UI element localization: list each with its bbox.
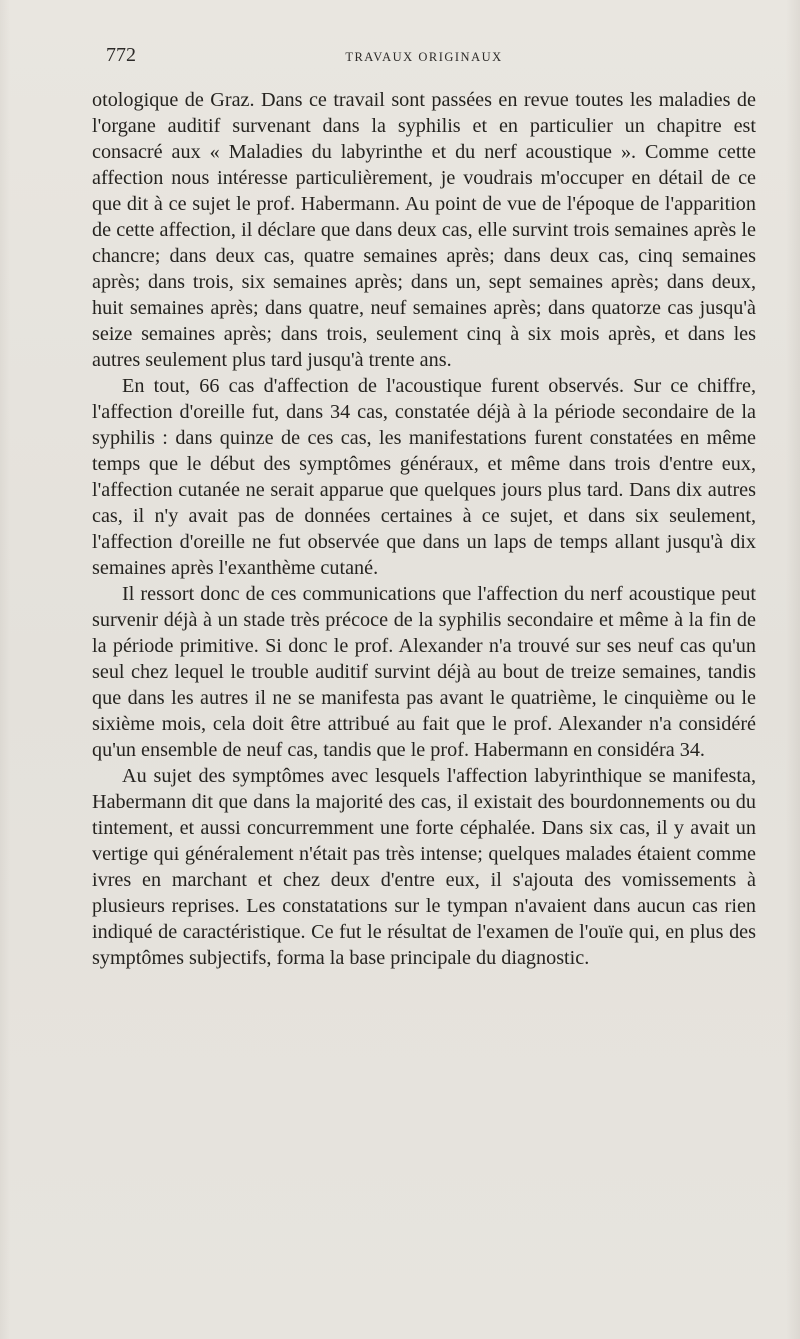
page-shadow-right [786, 0, 800, 1339]
paragraph: En tout, 66 cas d'affection de l'acoustique furent observés. Sur ce chiffre, l'affection d'oreille fut, dans 34 cas, constatée déjà à la période secondaire de la syphilis : dans quinze de ces cas, les manifestations furent constatées en même temps que le début des symptômes généraux, et même dans trois d'entre eux, l'affection cutanée ne serait apparue que quelques jours plus tard. Dans dix autres cas, il n'y avait pas de données certaines à ce sujet, et dans six seulement, l'affection d'oreille ne fut observée que dans un laps de temps allant jusqu'à dix semaines après l'exanthème cutané. [92, 375, 756, 579]
page-number: 772 [106, 44, 136, 66]
paragraph: Il ressort donc de ces communications que l'affection du nerf acoustique peut survenir déjà à un stade très précoce de la syphilis secondaire et même à la fin de la période primitive. Si donc le prof. Alexander n'a trouvé sur ses neuf cas qu'un seul chez lequel le trouble auditif survint déjà au bout de treize semaines, tandis que dans les autres il ne se manifesta pas avant le quatrième, le cinquième ou le sixième mois, cela doit être attribué au fait que le prof. Alexander n'a considéré qu'un ensemble de neuf cas, tandis que le prof. Habermann en considéra 34. [92, 583, 756, 761]
article-body [92, 87, 756, 971]
paragraph: Au sujet des symptômes avec lesquels l'affection labyrinthique se manifesta, Habermann dit que dans la majorité des cas, il existait des bourdonnements ou du tintement, et aussi concurremment une forte céphalée. Dans six cas, il y avait un vertige qui généralement n'était pas très intense; quelques malades étaient comme ivres en marchant et chez deux d'entre eux, il s'ajouta des vomissements à plusieurs reprises. Les constatations sur le tympan n'avaient dans aucun cas rien indiqué de caractéristique. Ce fut le résultat de l'examen de l'ouïe qui, en plus des symptômes subjectifs, forma la base principale du diagnostic. [92, 765, 756, 969]
running-header [92, 44, 756, 72]
page-shadow-left [0, 0, 10, 1339]
journal-section-title: TRAVAUX ORIGINAUX [345, 50, 503, 64]
paragraph-continued: otologique de Graz. Dans ce travail sont passées en revue toutes les maladies de l'organe auditif survenant dans la syphilis et en particulier un chapitre est consacré aux « Maladies du labyrinthe et du nerf acoustique ». Comme cette affection nous intéresse particulièrement, je voudrais m'occuper en détail de ce que dit à ce sujet le prof. Habermann. Au point de vue de l'époque de l'apparition de cette affection, il déclare que dans deux cas, elle survint trois semaines après le chancre; dans deux cas, quatre semaines après; dans deux cas, cinq semaines après; dans trois, six semaines après; dans un, sept semaines après; dans deux, huit semaines après; dans quatre, neuf semaines après; dans quatorze cas jusqu'à seize semaines après; dans trois, seulement cinq à six mois après, et dans les autres seulement plus tard jusqu'à trente ans. [92, 89, 756, 371]
